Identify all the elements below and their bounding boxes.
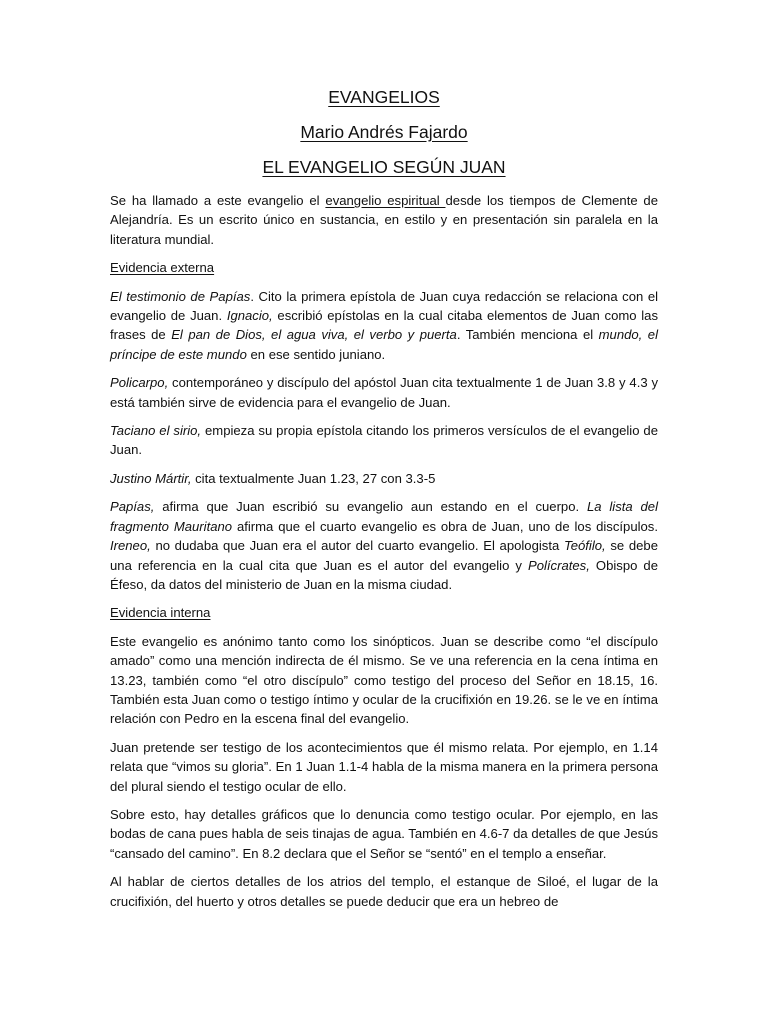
document-title: EVANGELIOS [328, 87, 440, 107]
paragraph-policarpo: Policarpo, contemporáneo y discípulo del apóstol Juan cita textualmente 1 de Juan 3.8 y 4.3 y está también sirve de evidencia para el evangelio de Juan. [110, 375, 658, 410]
paragraph-graphic-details: Sobre esto, hay detalles gráficos que lo denuncia como testigo ocular. Por ejemplo, en las bodas de cana pues habla de seis tinajas de agua. También en 4.6-7 da detalles de que Jesús “cansado del camino”. En 8.2 declara que el Señor se “sentó” en el templo a enseñar. [110, 806, 658, 861]
paragraph-papias-testimony: El testimonio de Papías. Cito la primera epístola de Juan cuya redacción se relaciona con el evangelio de Juan. Ignacio, escribió epístolas en la cual citaba elementos de Juan como las frases de El pan de Dios, el agua viva, el verbo y puerta. También menciona el mundo, el príncipe de este mundo en ese sentido juniano. [110, 288, 659, 362]
paragraph-taciano: Taciano el sirio, empieza su propia epístola citando los primeros versículos de el evangelio de Juan. [110, 423, 658, 458]
paragraph-anonymous-gospel: Este evangelio es anónimo tanto como los sinópticos. Juan se describe como “el discípulo amado” como una mención indirecta de él mismo. Se ve una referencia en la cena íntima en 13.23, también como “el otro discípulo” como testigo del proceso del Señor en 18.15, 16. También esta Juan como o testigo íntimo y ocular de la crucifixión en 19.26. se le ve en íntima relación con Pedro en la escena final del evangelio. [110, 633, 658, 727]
paragraph-papias-ireneo: Papías, afirma que Juan escribió su evangelio aun estando en el cuerpo. La lista del fragmento Mauritano afirma que el cuarto evangelio es obra de Juan, uno de los discípulos. Ireneo, no dudaba que Juan era el autor del cuarto evangelio. El apologista Teófilo, se debe una referencia en la cual cita que Juan es el autor del evangelio y Polícrates, Obispo de Éfeso, da datos del ministerio de Juan en la misma ciudad. [110, 499, 658, 592]
paragraph-temple-details: Al hablar de ciertos detalles de los atrios del templo, el estanque de Siloé, el lugar de la crucifixión, del huerto y otros detalles se puede deducir que era un hebreo de [110, 874, 658, 909]
underlined-phrase: evangelio espiritual [325, 193, 446, 208]
author-name: Mario Andrés Fajardo [300, 122, 468, 142]
paragraph-justino: Justino Mártir, cita textualmente Juan 1.23, 27 con 3.3-5 [110, 470, 436, 486]
intro-paragraph: Se ha llamado a este evangelio el evangelio espiritual desde los tiempos de Clemente de Alejandría. Es un escrito único en sustancia, en estilo y en presentación sin paralela en la literatura mundial. [110, 193, 658, 247]
document-subtitle: EL EVANGELIO SEGÚN JUAN [262, 157, 506, 177]
section-heading-internal: Evidencia interna [110, 605, 211, 621]
paragraph-witness: Juan pretende ser testigo de los acontecimientos que él mismo relata. Por ejemplo, en 1.14 relata que “vimos su gloria”. En 1 Juan 1.1-4 habla de la misma manera en la primera persona del plural siendo el testigo ocular de ello. [110, 739, 658, 794]
section-heading-external: Evidencia externa [110, 260, 215, 276]
